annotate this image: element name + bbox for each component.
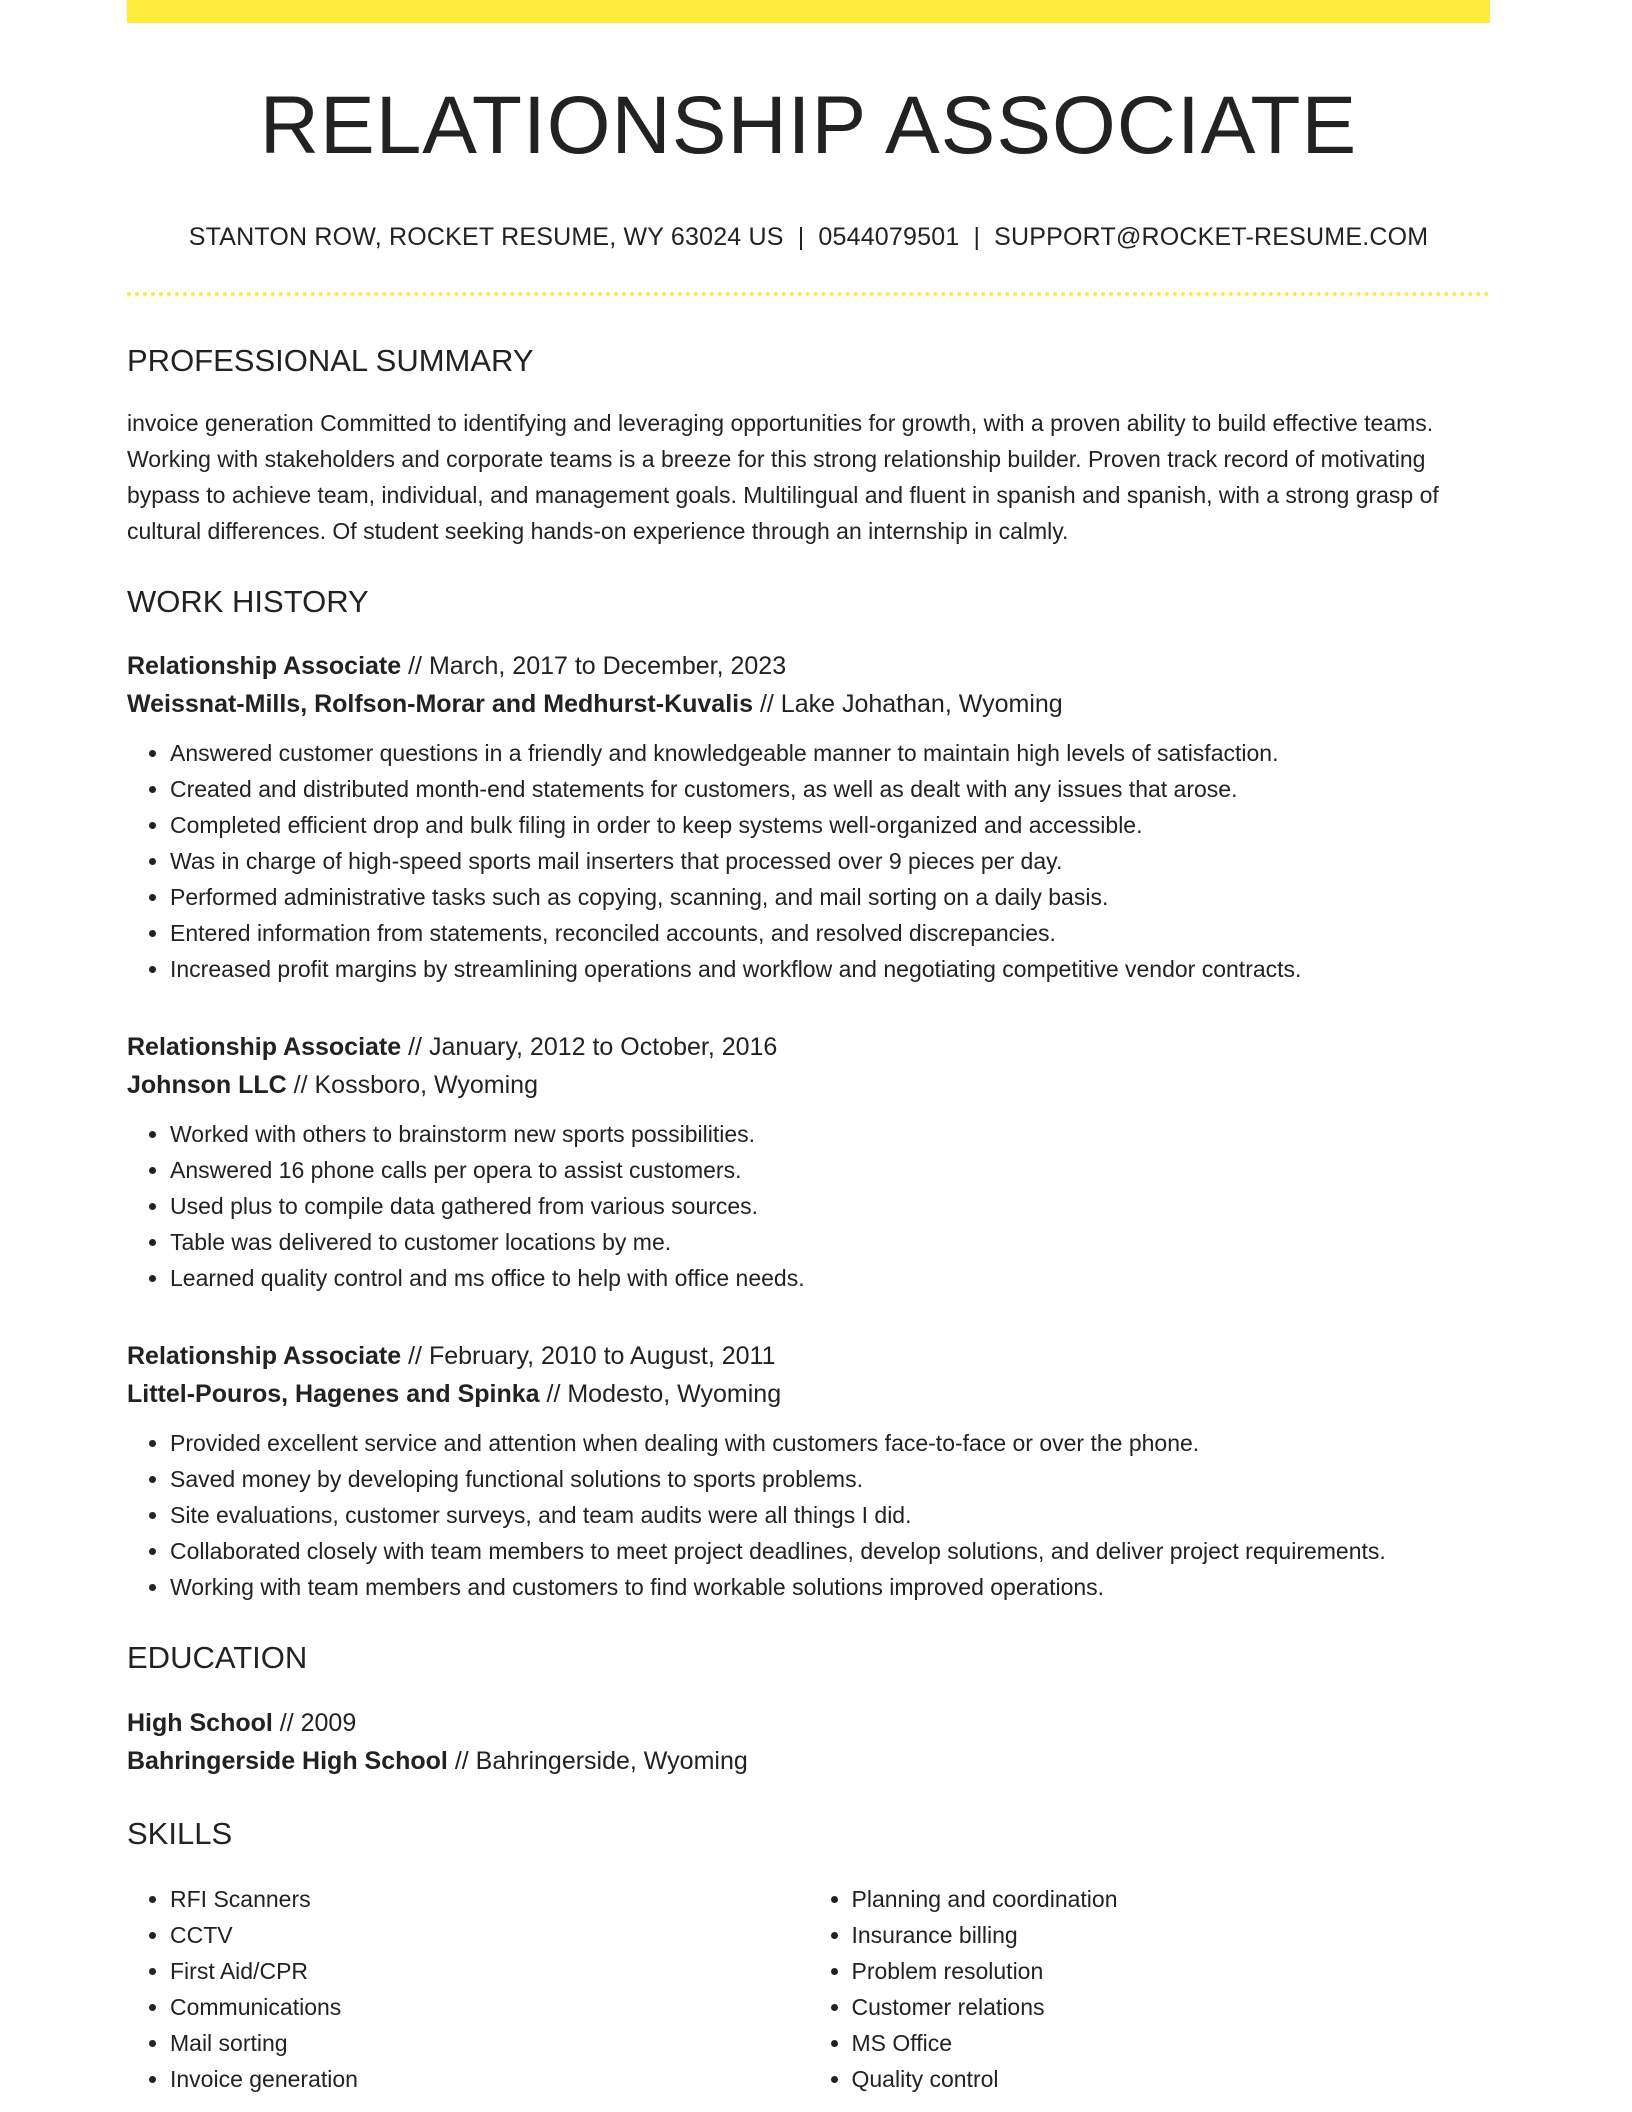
education-year: // 2009	[272, 1709, 357, 1737]
summary-text: invoice generation Committed to identifying and leveraging opportunities for growth, with a proven ability to build effective teams. Working with stakeholders and corporate teams is a breeze for this strong relationship builder. Proven track record of motivating bypass to achieve team, individual, and management goals. Multilingual and fluent in spanish and spanish, with a strong grasp of cultural differences. Of student seeking hands-on experience through an internship in calmly.	[127, 410, 1439, 544]
job-bullets	[127, 1425, 1490, 1605]
list-item: • MS Office	[852, 2025, 1491, 2061]
job-company-line	[127, 1066, 1490, 1104]
job-location: // Modesto, Wyoming	[539, 1380, 782, 1408]
list-item: • RFI Scanners	[170, 1881, 809, 1917]
list-item: • Mail sorting	[170, 2025, 809, 2061]
list-item: • Planning and coordination	[852, 1881, 1491, 1917]
job-role-line	[127, 1337, 1490, 1375]
job-role-line	[127, 1028, 1490, 1066]
job-company-line	[127, 685, 1490, 723]
job-company: Johnson LLC	[127, 1071, 287, 1099]
list-item: • Learned quality control and ms office to help with office needs.	[170, 1260, 1490, 1296]
education-location: // Bahringerside, Wyoming	[447, 1747, 748, 1775]
contact-separator: |	[973, 223, 981, 251]
list-item: • Answered 16 phone calls per opera to assist customers.	[170, 1152, 1490, 1188]
job-bullets	[127, 1116, 1490, 1296]
contact-email: SUPPORT@ROCKET-RESUME.COM	[994, 223, 1429, 251]
skills-heading: SKILLS	[127, 1816, 233, 1851]
list-item: • Customer relations	[852, 1989, 1491, 2025]
contact-separator: |	[797, 223, 805, 251]
job-location: // Lake Johathan, Wyoming	[753, 690, 1063, 718]
list-item: • Quality control	[852, 2061, 1491, 2097]
list-item: • Used plus to compile data gathered from various sources.	[170, 1188, 1490, 1224]
job-role: Relationship Associate	[127, 1033, 402, 1061]
education-degree: High School	[127, 1709, 273, 1737]
dotted-divider	[127, 292, 1490, 296]
list-item: • Created and distributed month-end statements for customers, as well as dealt with any issues that arose.	[170, 771, 1490, 807]
education-entry	[127, 1704, 1490, 1780]
job-entry	[127, 1337, 1490, 1605]
accent-bar	[127, 0, 1490, 23]
list-item: • Table was delivered to customer locations by me.	[170, 1224, 1490, 1260]
job-company: Littel-Pouros, Hagenes and Spinka	[127, 1380, 540, 1408]
list-item: • Answered customer questions in a friendly and knowledgeable manner to maintain high levels of satisfaction.	[170, 735, 1490, 771]
list-item: • Problem resolution	[852, 1953, 1491, 1989]
job-company-line	[127, 1375, 1490, 1413]
list-item: • Entered information from statements, reconciled accounts, and resolved discrepancies.	[170, 915, 1490, 951]
skills-columns	[127, 1869, 1490, 2097]
contact-phone: 0544079501	[818, 223, 960, 251]
list-item: • First Aid/CPR	[170, 1953, 809, 1989]
job-company: Weissnat-Mills, Rolfson-Morar and Medhurst-Kuvalis	[127, 690, 754, 718]
list-item: • Increased profit margins by streamlining operations and workflow and negotiating competitive vendor contracts.	[170, 951, 1490, 987]
education-school-line	[127, 1742, 1490, 1780]
summary-heading: PROFESSIONAL SUMMARY	[127, 343, 534, 378]
contact-line	[127, 225, 1490, 250]
education-heading: EDUCATION	[127, 1640, 308, 1675]
list-item: • Saved money by developing functional solutions to sports problems.	[170, 1461, 1490, 1497]
job-role-line	[127, 647, 1490, 685]
job-bullets	[127, 735, 1490, 987]
job-role: Relationship Associate	[127, 1342, 402, 1370]
job-role: Relationship Associate	[127, 652, 402, 680]
skills-left-list	[127, 1881, 809, 2097]
resume-page	[127, 0, 1490, 2097]
list-item: • CCTV	[170, 1917, 809, 1953]
list-item: • Completed efficient drop and bulk filing in order to keep systems well-organized and accessible.	[170, 807, 1490, 843]
job-entry	[127, 1028, 1490, 1296]
list-item: • Worked with others to brainstorm new sports possibilities.	[170, 1116, 1490, 1152]
list-item: • Collaborated closely with team members to meet project deadlines, develop solutions, and deliver project requirements.	[170, 1533, 1490, 1569]
education-degree-line	[127, 1704, 1490, 1742]
list-item: • Communications	[170, 1989, 809, 2025]
education-school: Bahringerside High School	[127, 1747, 448, 1775]
skills-right-list	[809, 1881, 1491, 2097]
list-item: • Working with team members and customers to find workable solutions improved operations.	[170, 1569, 1490, 1605]
list-item: • Performed administrative tasks such as copying, scanning, and mail sorting on a daily basis.	[170, 879, 1490, 915]
work-history-heading: WORK HISTORY	[127, 584, 369, 619]
contact-address: STANTON ROW, ROCKET RESUME, WY 63024 US	[188, 223, 784, 251]
list-item: • Was in charge of high-speed sports mail inserters that processed over 9 pieces per day.	[170, 843, 1490, 879]
list-item: • Invoice generation	[170, 2061, 809, 2097]
list-item: • Provided excellent service and attention when dealing with customers face-to-face or over the phone.	[170, 1425, 1490, 1461]
list-item: • Insurance billing	[852, 1917, 1491, 1953]
job-entry	[127, 647, 1490, 987]
job-location: // Kossboro, Wyoming	[286, 1071, 538, 1099]
resume-title: RELATIONSHIP ASSOCIATE	[259, 80, 1358, 171]
list-item: • Site evaluations, customer surveys, and team audits were all things I did.	[170, 1497, 1490, 1533]
job-dates: // March, 2017 to December, 2023	[401, 652, 787, 680]
job-dates: // January, 2012 to October, 2016	[401, 1033, 778, 1061]
job-dates: // February, 2010 to August, 2011	[401, 1342, 776, 1370]
